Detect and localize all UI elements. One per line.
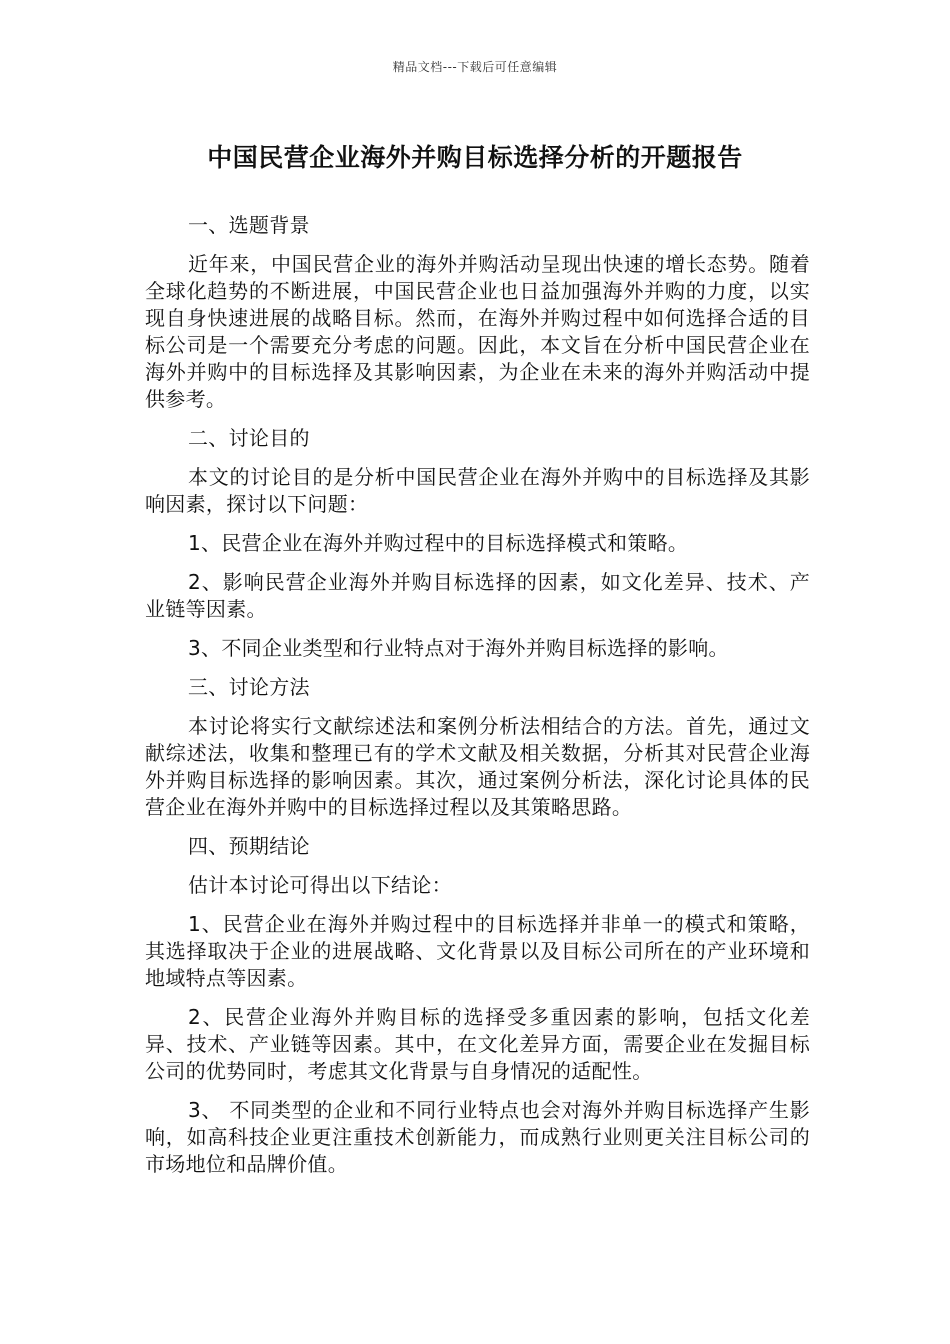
purpose-item-1: 1、民营企业在海外并购过程中的目标选择模式和策略。 xyxy=(188,531,689,555)
method-paragraph: 本讨论将实行文献综述法和案例分析法相结合的方法。首先，通过文献综述法，收集和整理已有的学术文献及相关数据，分析其对民营企业海外并购目标选择的影响因素。其次，通过案例分析法，深化讨论具体的民营企业在海外并购中的目标选择过程以及其策略思路。 xyxy=(145,714,810,819)
purpose-item-2: 2、影响民营企业海外并购目标选择的因素，如文化差异、技术、产业链等因素。 xyxy=(145,570,810,621)
document-title: 中国民营企业海外并购目标选择分析的开题报告 xyxy=(207,143,743,172)
purpose-paragraph: 本文的讨论目的是分析中国民营企业在海外并购中的目标选择及其影响因素，探讨以下问题： xyxy=(145,465,810,516)
conclusion-intro: 估计本讨论可得出以下结论： xyxy=(188,873,452,897)
header-note: 精品文档---下载后可任意编辑 xyxy=(392,60,558,74)
purpose-item-3: 3、不同企业类型和行业特点对于海外并购目标选择的影响。 xyxy=(188,636,729,660)
document-body xyxy=(145,212,810,1190)
background-paragraph: 近年来，中国民营企业的海外并购活动呈现出快速的增长态势。随着全球化趋势的不断进展，中国民营企业也日益加强海外并购的力度，以实现自身快速进展的战略目标。然而，在海外并购过程中如何选择合适的目标公司是一个需要充分考虑的问题。因此，本文旨在分析中国民营企业在海外并购中的目标选择及其影响因素，为企业在未来的海外并购活动中提供参考。 xyxy=(145,252,810,411)
conclusion-item-3: 3、 不同类型的企业和不同行业特点也会对海外并购目标选择产生影响，如高科技企业更注重技术创新能力，而成熟行业则更关注目标公司的市场地位和品牌价值。 xyxy=(145,1098,810,1176)
conclusion-item-2: 2、民营企业海外并购目标的选择受多重因素的影响，包括文化差异、技术、产业链等因素。其中，在文化差异方面，需要企业在发掘目标公司的优势同时，考虑其文化背景与自身情况的适配性。 xyxy=(145,1005,810,1083)
section-heading-method: 三、讨论方法 xyxy=(188,675,310,699)
section-heading-purpose: 二、讨论目的 xyxy=(188,426,310,450)
conclusion-item-1: 1、民营企业在海外并购过程中的目标选择并非单一的模式和策略，其选择取决于企业的进展战略、文化背景以及目标公司所在的产业环境和地域特点等因素。 xyxy=(145,912,810,990)
section-heading-conclusion: 四、预期结论 xyxy=(188,834,310,858)
section-heading-background: 一、选题背景 xyxy=(188,213,310,237)
